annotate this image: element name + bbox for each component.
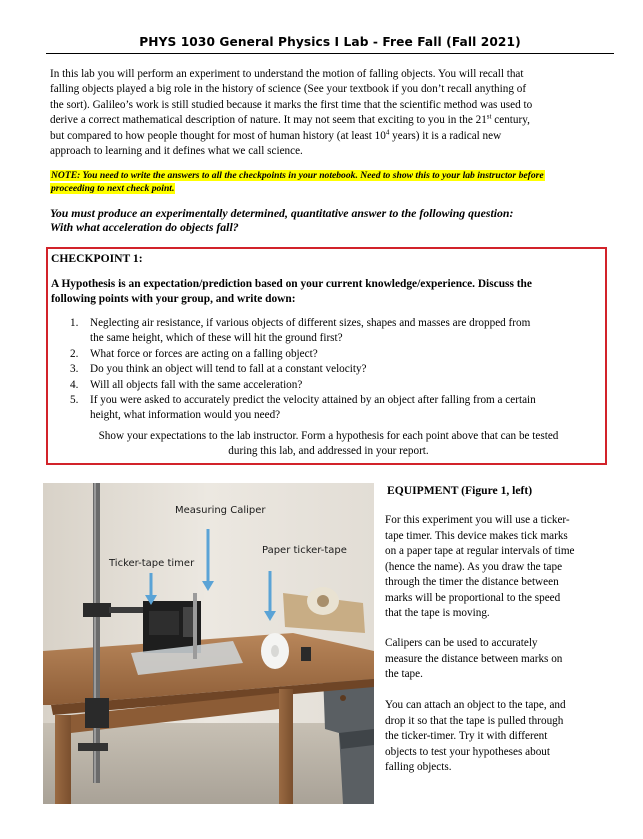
paragraph-line: You can attach an object to the tape, and <box>385 699 566 711</box>
question-line: You must produce an experimentally determined, quantitative answer to the following question: <box>50 206 514 220</box>
intro-line: but compared to how people thought for most of human history (at least 10 <box>50 129 386 142</box>
label-paper-ticker-tape: Paper ticker-tape <box>262 545 347 556</box>
checkpoint-list <box>70 316 602 424</box>
clamp-base <box>78 743 108 751</box>
paragraph-line: tape timer. This device makes tick marks <box>385 529 568 542</box>
list-text: If you were asked to accurately predict the velocity attained by an object after falling from a certain <box>90 394 536 407</box>
equipment-paragraph-1 <box>385 513 607 622</box>
list-item <box>70 393 602 424</box>
table-leg <box>279 689 293 804</box>
intro-line: derive a correct mathematical description of nature. It may not seem that exciting to you in the 21 <box>50 114 487 127</box>
paragraph-line: drop it so that the tape is pulled through <box>385 714 564 727</box>
intro-line: century, <box>491 114 530 127</box>
paragraph-line: that the tape is moving. <box>385 607 490 619</box>
list-text: Neglecting air resistance, if various objects of different sizes, shapes and masses are dropped from <box>90 317 531 329</box>
equipment-photo <box>43 483 374 804</box>
equipment-title: EQUIPMENT (Figure 1, left) <box>387 484 533 497</box>
page-title: PHYS 1030 General Physics I Lab - Free Fall (Fall 2021) <box>139 35 521 49</box>
paragraph-line: objects to test your hypotheses about <box>385 745 550 758</box>
list-text: height, what information would you need? <box>90 409 281 422</box>
paragraph-line: Calipers can be used to accurately <box>385 637 538 649</box>
stand-rod-highlight <box>94 483 96 783</box>
note-paragraph <box>50 170 605 195</box>
table-leg <box>55 715 71 804</box>
hypothesis-line: A Hypothesis is an expectation/prediction based on your current knowledge/experience. Discuss the <box>51 278 532 290</box>
list-number: 3. <box>70 363 79 376</box>
tape-roll-core <box>317 595 329 607</box>
intro-line: In this lab you will perform an experiment to understand the motion of falling objects. You will recall that <box>50 68 524 80</box>
list-number: 4. <box>70 378 79 391</box>
paragraph-line: the tape. <box>385 668 423 680</box>
list-text: What force or forces are acting on a falling object? <box>90 347 318 360</box>
equipment-paragraph-2 <box>385 636 607 683</box>
superscript: 4 <box>385 127 390 136</box>
knob <box>340 695 346 701</box>
list-number: 2. <box>70 347 79 360</box>
clamp <box>85 698 109 728</box>
paragraph-line: falling objects. <box>385 761 452 773</box>
footer-line: during this lab, and addressed in your report. <box>228 445 429 458</box>
label-ticker-tape-timer: Ticker-tape timer <box>109 558 195 569</box>
paper-tape-roll-core <box>271 645 279 657</box>
checkpoint-hypothesis <box>51 277 601 307</box>
clamp <box>83 603 111 617</box>
paragraph-line: (hence the name). As you draw the tape <box>385 560 563 573</box>
paragraph-line: measure the distance between marks on <box>385 652 563 665</box>
caliper <box>193 593 197 659</box>
list-text: the same height, which of these will hit the ground first? <box>90 332 343 345</box>
note-line: proceeding to next check point. <box>51 182 175 194</box>
weight <box>301 647 311 661</box>
equipment-paragraph-3 <box>385 698 607 776</box>
superscript: st <box>486 112 492 121</box>
paragraph-line: For this experiment you will use a ticker- <box>385 514 570 526</box>
question-paragraph <box>50 206 610 234</box>
question-line: With what acceleration do objects fall? <box>50 220 239 235</box>
ticker-timer-face <box>149 611 179 635</box>
list-item <box>70 347 602 362</box>
label-measuring-caliper: Measuring Caliper <box>175 505 266 516</box>
checkpoint-title: CHECKPOINT 1: <box>51 252 143 265</box>
equipment-photo-illustration <box>43 483 374 804</box>
paragraph-line: the ticker-timer. Try it with different <box>385 730 548 742</box>
list-number: 5. <box>70 394 79 407</box>
intro-line: years) it is a radical new <box>389 129 502 142</box>
note-line: NOTE: You need to write the answers to all the checkpoints in your notebook. Need to show this to your lab instructor before <box>51 170 544 181</box>
list-item <box>70 316 602 347</box>
checkpoint-footer <box>56 429 601 460</box>
paragraph-line: marks will be proportional to the speed <box>385 591 561 604</box>
list-text: Will all objects fall with the same acceleration? <box>90 378 303 391</box>
intro-line: falling objects played a big role in the history of science (See your textbook if you don’t recall anything of <box>50 83 527 96</box>
floor <box>43 723 374 804</box>
list-text: Do you think an object will tend to fall at a constant velocity? <box>90 363 367 376</box>
list-number: 1. <box>70 317 79 329</box>
list-item <box>70 362 602 377</box>
intro-line: the sort). Galileo’s work is still studied because it marks the first time that the scientific method was used to <box>50 98 533 111</box>
list-item <box>70 378 602 393</box>
intro-line: approach to learning and it defines what we call science. <box>50 145 303 158</box>
intro-paragraph <box>50 67 607 159</box>
title-rule <box>46 53 614 54</box>
paragraph-line: on a paper tape at regular intervals of time <box>385 545 575 557</box>
footer-line: Show your expectations to the lab instructor. Form a hypothesis for each point above that can be tested <box>98 430 559 442</box>
hypothesis-line: following points with your group, and write down: <box>51 293 296 305</box>
paragraph-line: through the timer the distance between <box>385 576 559 588</box>
